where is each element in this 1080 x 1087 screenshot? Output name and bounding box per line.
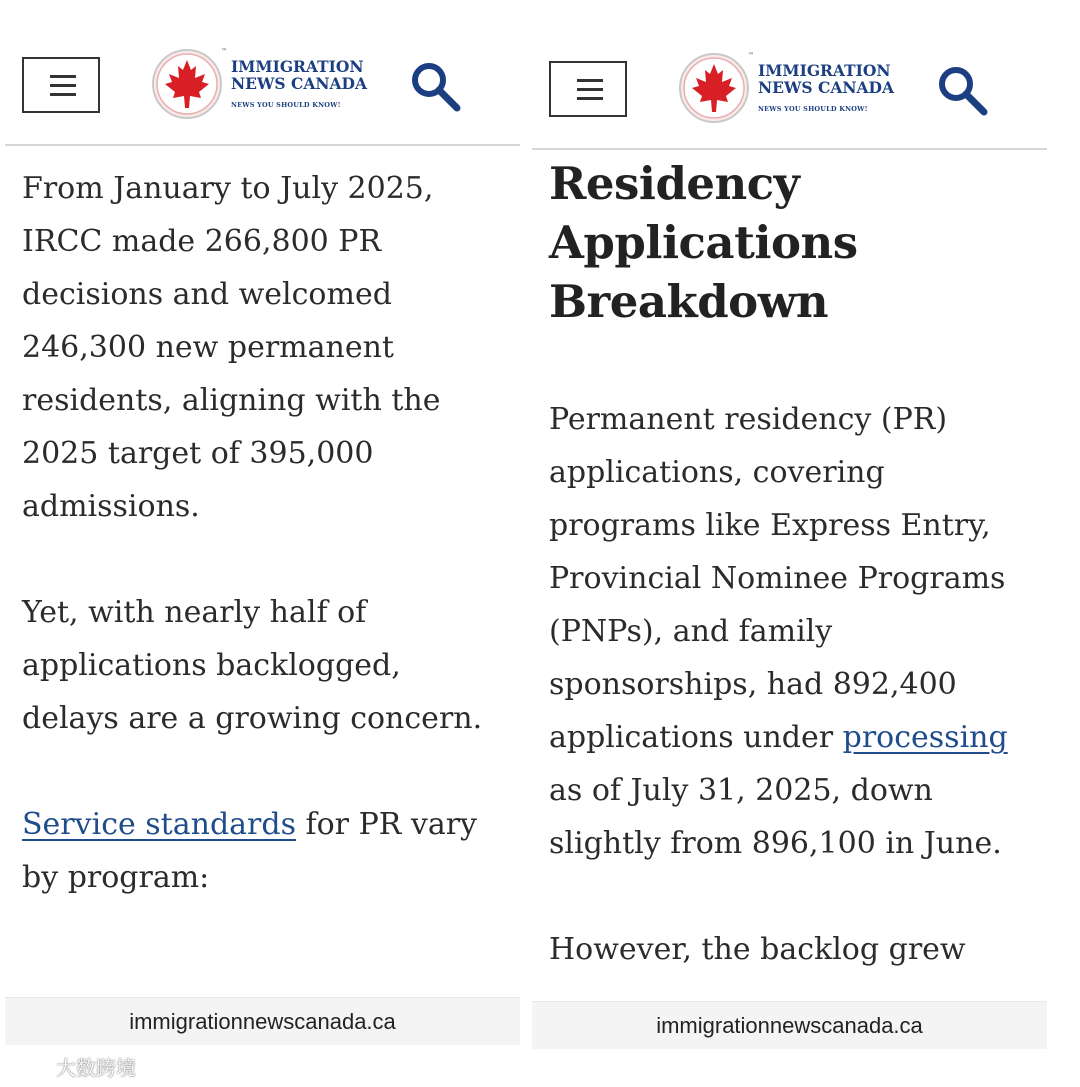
maple-leaf-logo-icon (151, 48, 223, 120)
article-body (22, 162, 507, 957)
section-heading: Residency Applications Breakdown (549, 157, 858, 328)
service-standards-link[interactable]: Service standards (22, 807, 296, 842)
watermark-logo-icon (10, 1055, 50, 1077)
left-screenshot (5, 0, 520, 1045)
article-paragraph: However, the backlog grew (549, 932, 966, 967)
browser-url-bar[interactable] (5, 997, 520, 1045)
article-paragraph: From January to July 2025, IRCC made 266,800 PR decisions and welcomed 246,300 new permanent residents, aligning with the 2025 target of 395,000 admissions. (22, 171, 441, 524)
hamburger-menu-button[interactable] (22, 57, 100, 113)
article-paragraph: Yet, with nearly half of applications backlogged, delays are a growing concern. (22, 595, 483, 736)
watermark-text: 大数跨境 (56, 1055, 136, 1080)
watermark (10, 1050, 136, 1082)
article-paragraph: Service standards for PR vary by program: (22, 807, 477, 895)
browser-url-bar[interactable] (532, 1001, 1047, 1049)
search-icon[interactable] (407, 58, 463, 114)
url-text: immigrationnewscanada.ca (656, 1013, 923, 1038)
logo-tagline: NEWS YOU SHOULD KNOW! (758, 105, 868, 113)
site-header (532, 4, 1047, 150)
article-body (549, 154, 1034, 1029)
processing-link[interactable]: processing (842, 720, 1008, 755)
menu-icon (50, 75, 76, 78)
maple-leaf-logo-icon (678, 52, 750, 124)
site-header (5, 0, 520, 146)
url-text: immigrationnewscanada.ca (129, 1009, 396, 1034)
right-screenshot (532, 4, 1047, 1049)
search-icon[interactable] (934, 62, 990, 118)
hamburger-menu-button[interactable] (549, 61, 627, 117)
site-logo[interactable]: ™ IMMIGRATION NEWS CANADA NEWS YOU SHOULD KNOW! (678, 52, 898, 128)
logo-title: IMMIGRATION NEWS CANADA (758, 61, 895, 97)
site-logo[interactable]: ™ IMMIGRATION NEWS CANADA NEWS YOU SHOULD KNOW! (151, 48, 371, 124)
logo-title: IMMIGRATION NEWS CANADA (231, 57, 368, 93)
logo-tagline: NEWS YOU SHOULD KNOW! (231, 101, 341, 109)
menu-icon (577, 79, 603, 82)
article-paragraph: Permanent residency (PR) applications, covering programs like Express Entry, Provincial Nominee Programs (PNPs), and family sponsorships, had 892,400 applications under processing as of July 31, 2025, down slightly from 896,100 in June. (549, 402, 1008, 861)
